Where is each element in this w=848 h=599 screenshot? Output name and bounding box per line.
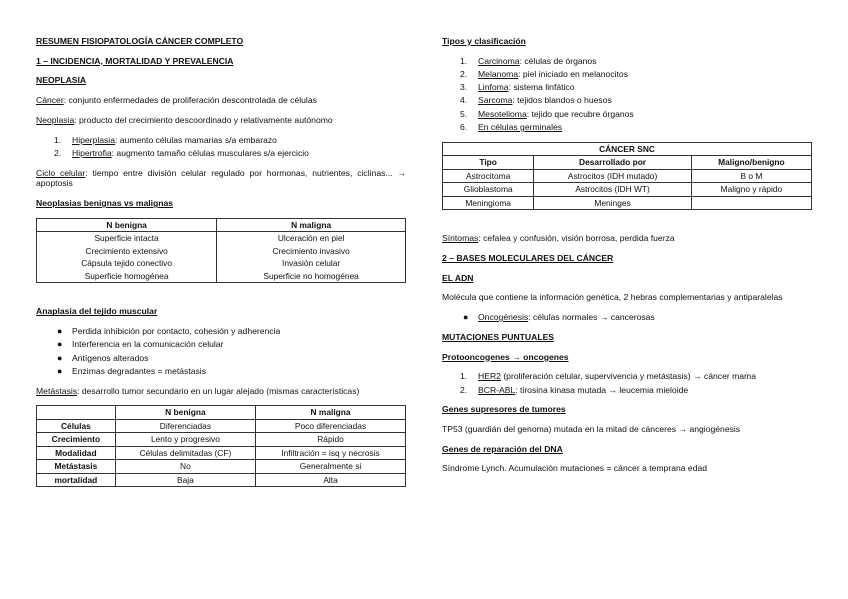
sintomas-term: Síntomas bbox=[442, 233, 479, 244]
bullet-icon: ● bbox=[57, 326, 63, 337]
cancer-term: Cáncer bbox=[36, 95, 64, 106]
table-row: Cápsula tejido conectivo Invasión celular bbox=[37, 257, 406, 270]
supresores-heading: Genes supresores de tumores bbox=[442, 404, 566, 415]
table-row: Células Diferenciadas Poco diferenciadas bbox=[37, 419, 406, 433]
list-item: 5. Mesotelioma: tejido que recubre órganos bbox=[460, 108, 634, 119]
benign-vs-malign-table bbox=[36, 218, 406, 284]
supresores-text: TP53 (guardián del genoma) mutada en la mitad de cánceres → angiogénesis bbox=[442, 423, 741, 434]
table-row: Crecimiento Lento y progresivo Rápido bbox=[37, 433, 406, 447]
bullet-icon: ● bbox=[463, 312, 469, 323]
list-item: ● Oncogénesis: células normales → cancerosas bbox=[463, 312, 655, 323]
list-item: ● Perdida inhibición por contacto, cohesión y adherencia bbox=[57, 326, 281, 337]
list-item: 4. Sarcoma: tejidos blandos o huesos bbox=[460, 95, 612, 106]
metastasis-term: Metástasis bbox=[36, 385, 78, 396]
adn-text: Molécula que contiene la información genética, 2 hebras complementarias y antiparalelas bbox=[442, 292, 783, 303]
ciclo-celular-definition: Ciclo celular: tiempo entre división celular regulado por hormonas, nutrientes, ciclinas... → apoptosis bbox=[36, 167, 406, 189]
protooncogenes-list bbox=[442, 371, 812, 395]
anaplasia-heading: Anaplasia del tejido muscular bbox=[36, 306, 158, 317]
list-item: 6. En células germinales bbox=[460, 121, 563, 132]
bullet-icon: ● bbox=[57, 339, 63, 350]
list-item: ● Enzimas degradantes = metástasis bbox=[57, 365, 206, 376]
list-item: ● Interferencia en la comunicación celular bbox=[57, 339, 224, 350]
table-header-row: Tipo Desarrollado por Maligno/benigno bbox=[443, 156, 812, 170]
list-item: 2. BCR-ABL: tirosina kinasa mutada → leucemia mieloide bbox=[460, 384, 689, 395]
table-row: Metástasis No Generalmente si bbox=[37, 460, 406, 474]
table-row: Superficie homogénea Superficie no homogénea bbox=[37, 270, 406, 283]
neoplasia-list bbox=[36, 135, 406, 159]
table-row: Superficie intacta Ulceración en piel bbox=[37, 232, 406, 245]
bullet-icon: ● bbox=[57, 352, 63, 363]
reparacion-heading: Genes de reparación del DNA bbox=[442, 443, 563, 454]
neoplasia-term: Neoplasia bbox=[36, 114, 75, 125]
table-header-row: N benigna N maligna bbox=[37, 406, 406, 420]
neoplasia-heading: NEOPLASIA bbox=[36, 75, 87, 86]
anaplasia-list bbox=[36, 326, 406, 376]
table-row: mortalidad Baja Alta bbox=[37, 473, 406, 487]
table-row: Glioblastoma Astrocitos (IDH WT) Maligno y rápido bbox=[443, 183, 812, 197]
snc-table bbox=[442, 142, 812, 211]
right-column bbox=[442, 36, 812, 483]
tipos-list bbox=[442, 56, 812, 133]
list-item: 2. Hipertrofia: augmento tamaño células musculares s/a ejercicio bbox=[54, 147, 309, 158]
comparison-table bbox=[36, 405, 406, 487]
list-item: 1. HER2 (proliferación celular, supervivencia y metástasis) → cáncer mama bbox=[460, 371, 756, 382]
sintomas-definition: Síntomas: cefalea y confusión, visión borrosa, perdida fuerza bbox=[442, 233, 675, 244]
section-2-heading: 2 – BASES MOLECULARES DEL CÁNCER bbox=[442, 252, 614, 263]
list-item: ● Antígenos alterados bbox=[57, 352, 149, 363]
document-title: RESUMEN FISIOPATOLOGÍA CÁNCER COMPLETO bbox=[36, 36, 244, 46]
adn-heading: EL ADN bbox=[442, 272, 474, 283]
table-row: Crecimiento extensivo Crecimiento invasivo bbox=[37, 245, 406, 258]
table-title-row: CÁNCER SNC bbox=[443, 142, 812, 156]
list-item: 3. Linfoma: sistema linfático bbox=[460, 82, 575, 93]
section-1-heading: 1 – INCIDENCIA, MORTALIDAD Y PREVALENCIA bbox=[36, 55, 234, 66]
tipos-heading: Tipos y clasificación bbox=[442, 36, 526, 46]
metastasis-definition: Metástasis: desarrollo tumor secundario en un lugar alejado (mismas características) bbox=[36, 385, 360, 396]
protooncogenes-heading: Protooncogenes → oncogenes bbox=[442, 351, 569, 362]
mutaciones-heading: MUTACIONES PUNTUALES bbox=[442, 331, 555, 342]
bullet-icon: ● bbox=[57, 365, 63, 376]
table-row: Astrocitoma Astrocitos (IDH mutado) B o M bbox=[443, 169, 812, 183]
table-header-row: N benigna N maligna bbox=[37, 218, 406, 232]
neoplasia-definition: Neoplasia: producto del crecimiento descoordinado y relativamente autónomo bbox=[36, 114, 333, 125]
list-item: 1. Hiperplasia: aumento células mamarias s/a embarazo bbox=[54, 134, 277, 145]
left-column bbox=[36, 36, 406, 496]
cancer-definition: Cáncer: conjunto enfermedades de proliferación descontrolada de células bbox=[36, 95, 317, 106]
list-item: 2. Melanoma: piel iniciado en melanocitos bbox=[460, 68, 628, 79]
ciclo-celular-term: Ciclo celular bbox=[36, 167, 86, 178]
reparacion-text: Síndrome Lynch. Acumulación mutaciones = cáncer a temprana edad bbox=[442, 463, 708, 474]
benignas-malignas-heading: Neoplasias benignas vs malignas bbox=[36, 198, 174, 209]
table-row: Modalidad Células delimitadas (CF) Infiltración = isq y necrosis bbox=[37, 446, 406, 460]
table-row: Meningioma Meninges bbox=[443, 196, 812, 210]
list-item: 1. Carcinoma: células de órganos bbox=[460, 55, 597, 66]
oncogenesis-list bbox=[442, 312, 812, 323]
